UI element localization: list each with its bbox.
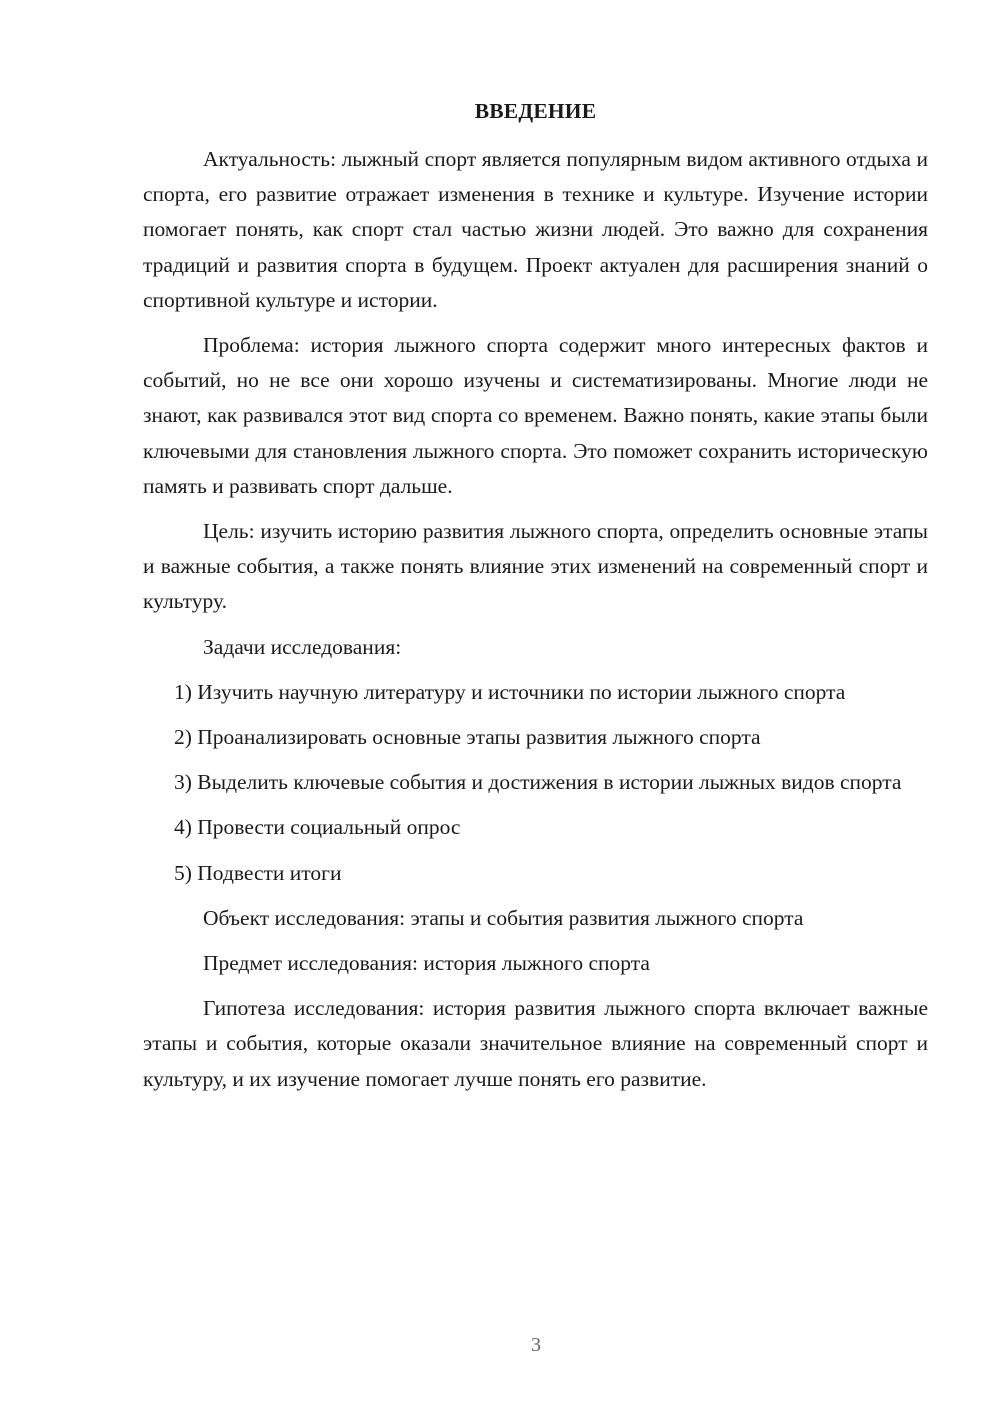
task-item-5: 5) Подвести итоги (174, 860, 342, 885)
task-item-2: 2) Проанализировать основные этапы развития лыжного спорта (174, 725, 761, 750)
task-item-4: 4) Провести социальный опрос (174, 815, 461, 840)
paragraph-object: Объект исследования: этапы и события развития лыжного спорта (203, 905, 804, 930)
paragraph-goal: Цель: изучить историю развития лыжного спорта, определить основные этапы и важные события, а также понять влияние этих изменений на современный спорт и культуру. (143, 519, 928, 614)
paragraph-subject: Предмет исследования: история лыжного спорта (203, 951, 650, 976)
tasks-heading: Задачи исследования: (203, 634, 402, 659)
task-item-3: 3) Выделить ключевые события и достижения в истории лыжных видов спорта (174, 770, 902, 795)
paragraph-relevance: Актуальность: лыжный спорт является популярным видом активного отдыха и спорта, его развитие отражает изменения в технике и культуре. Изучение истории помогает понять, как спорт стал частью жизни людей. Это важно для сохранения традиций и развития спорта в будущем. Проект актуален для расширения знаний о спортивной культуре и истории. (143, 147, 928, 312)
page-title: ВВЕДЕНИЕ (474, 99, 597, 123)
page-number: 3 (531, 1334, 541, 1356)
task-item-1: 1) Изучить научную литературу и источники по истории лыжного спорта (174, 679, 846, 704)
paragraph-hypothesis: Гипотеза исследования: история развития лыжного спорта включает важные этапы и события, которые оказали значительное влияние на современный спорт и культуру, и их изучение помогает лучше понять его развитие. (143, 996, 928, 1091)
paragraph-problem: Проблема: история лыжного спорта содержит много интересных фактов и событий, но не все они хорошо изучены и систематизированы. Многие люди не знают, как развивался этот вид спорта со временем. Важно понять, какие этапы были ключевыми для становления лыжного спорта. Это поможет сохранить историческую память и развивать спорт дальше. (143, 333, 928, 498)
document-body (143, 142, 928, 1107)
